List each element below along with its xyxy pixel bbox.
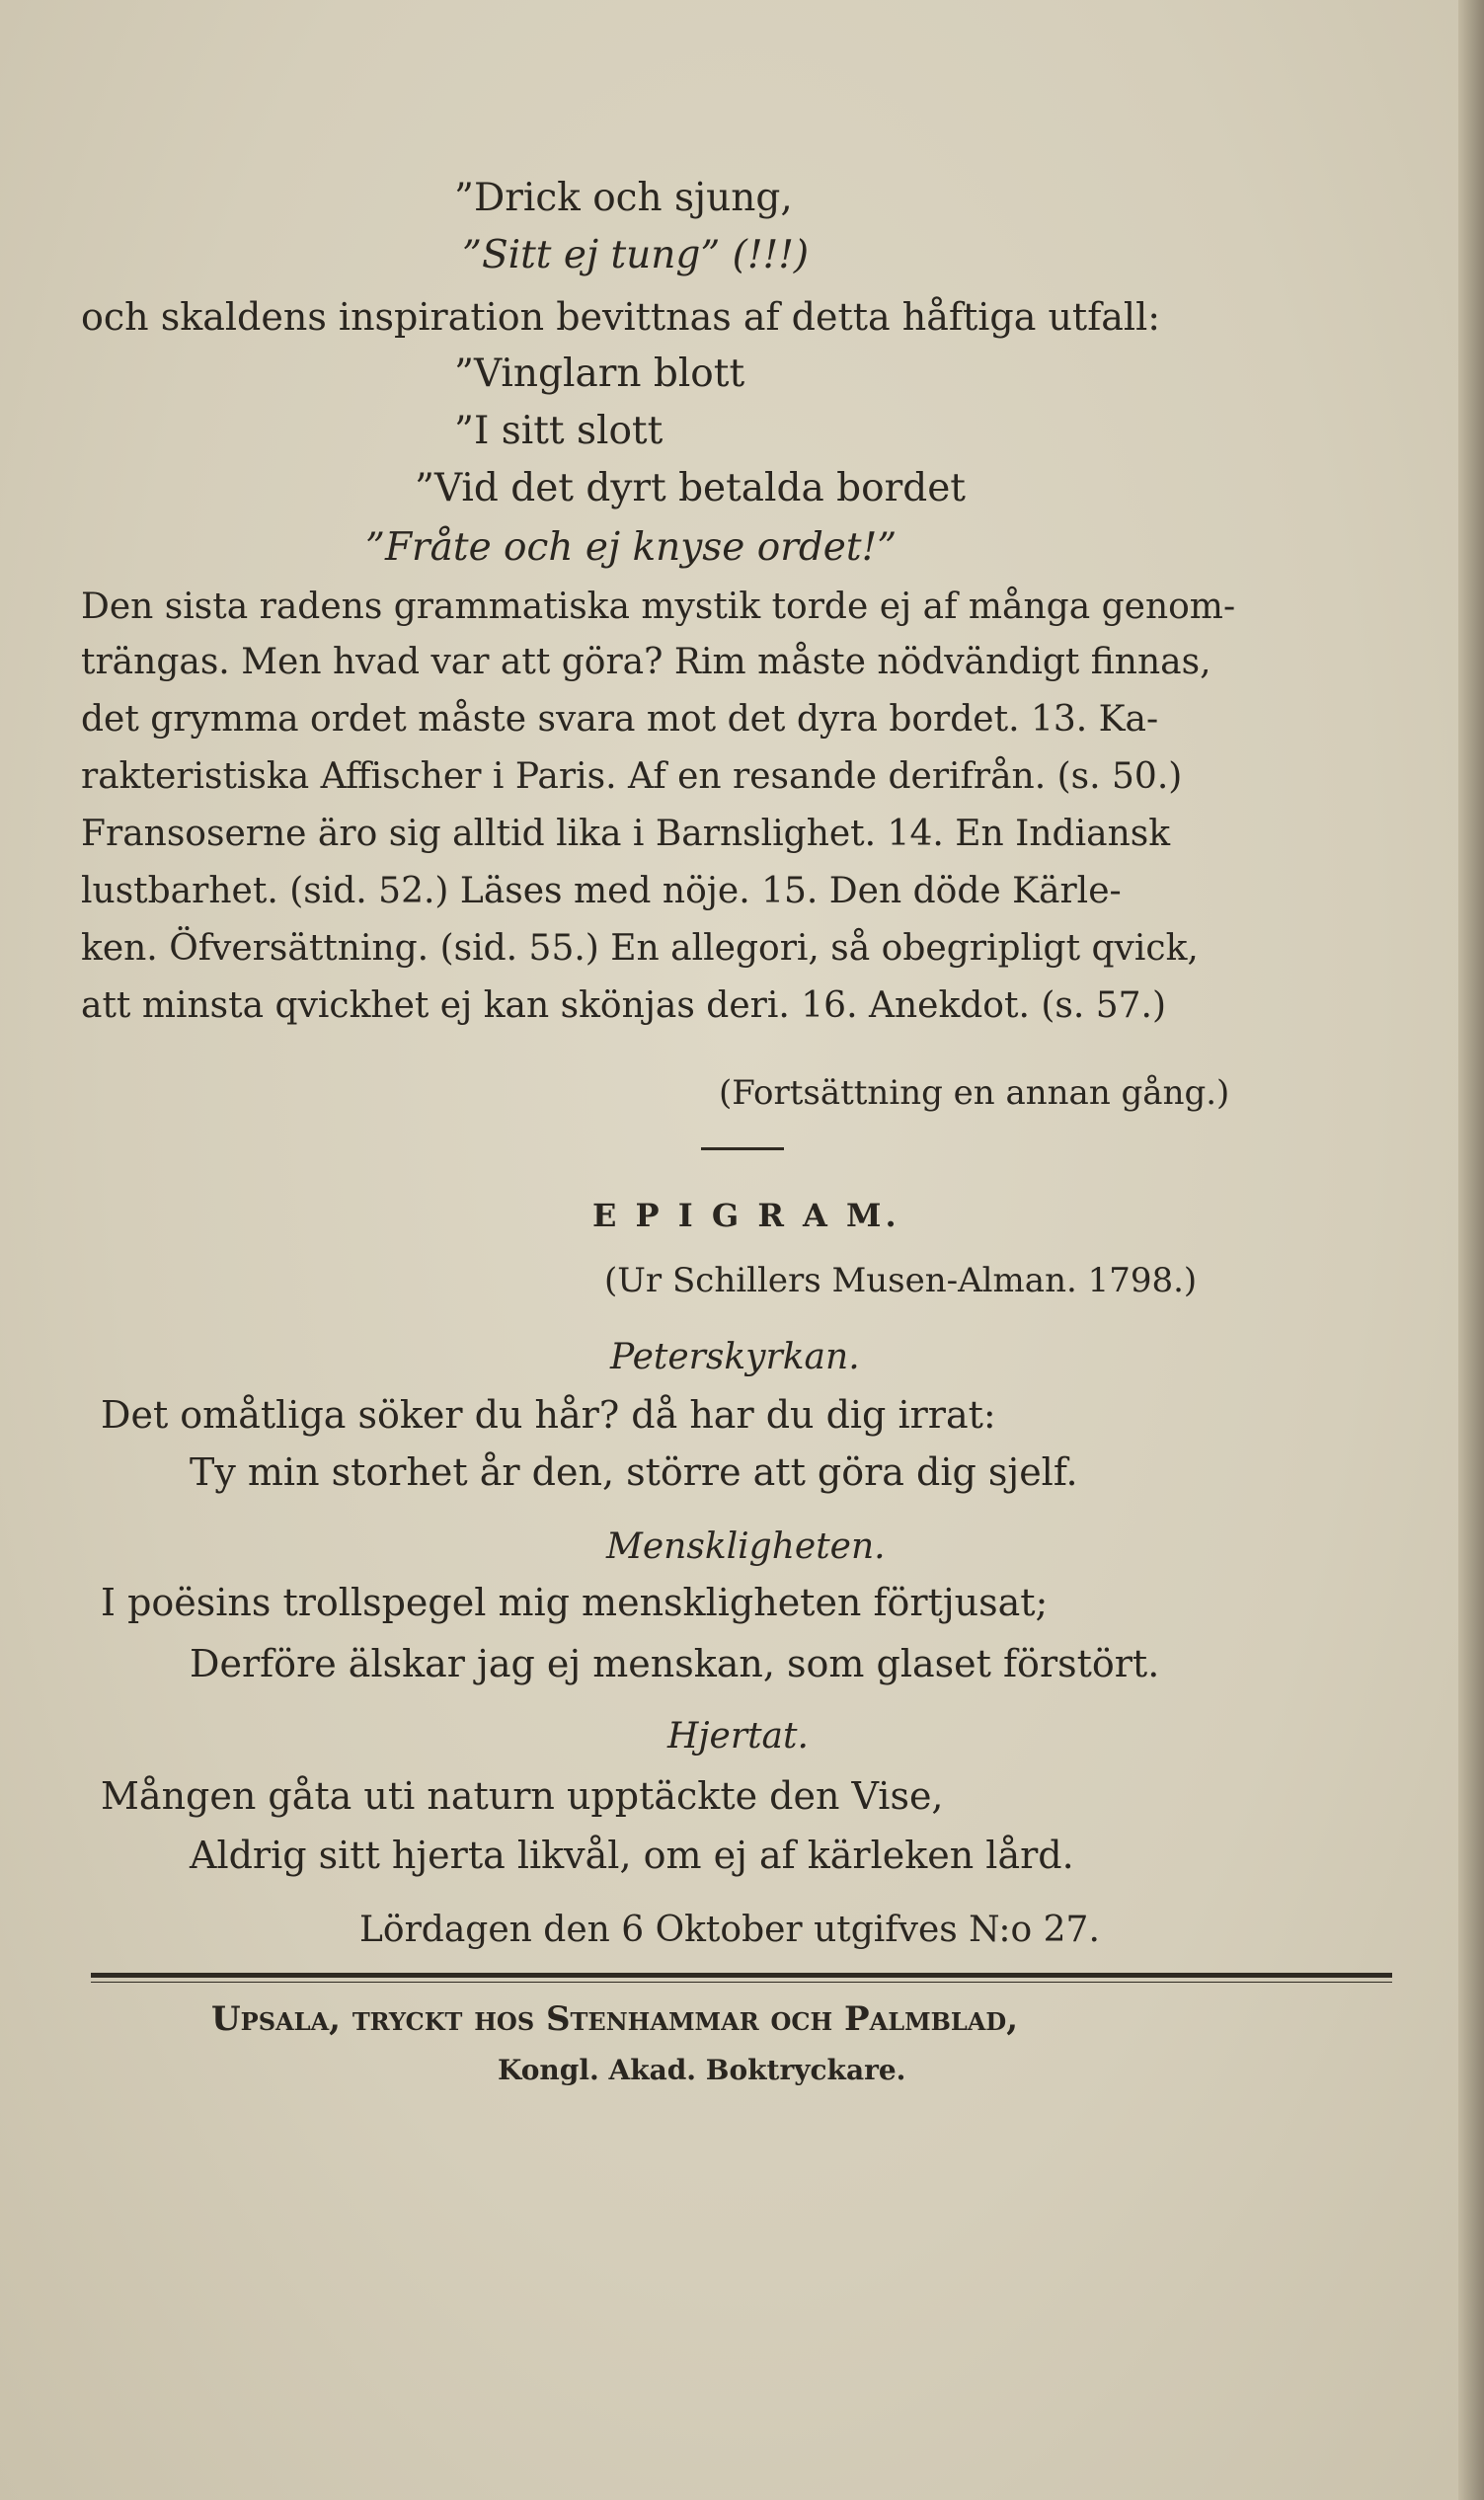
prose-line: och skaldens inspiration bevittnas af detta håftiga utfall:: [81, 295, 1161, 339]
imprint-line: Upsala, tryckt hos Stenhammar och Palmblad,: [211, 1999, 1019, 2039]
prose-line: Den sista radens grammatiska mystik torde ej af många genom-: [81, 586, 1236, 627]
imprint-line: Kongl. Akad. Boktryckare.: [498, 2054, 906, 2086]
footer-rule: [91, 1973, 1392, 1978]
publication-notice: Lördagen den 6 Oktober utgifves N:o 27.: [359, 1910, 1100, 1950]
epigram-line: Aldrig sitt hjerta likvål, om ej af kärleken lård.: [190, 1834, 1074, 1877]
page-edge-shadow: [1458, 0, 1484, 2500]
prose-line: trängas. Men hvad var att göra? Rim måste nödvändigt finnas,: [81, 642, 1211, 682]
poem-line: ”Fråte och ej knyse ordet!”: [365, 525, 898, 570]
poem-line: ”Sitt ej tung” (!!!): [462, 233, 810, 277]
prose-line: Fransoserne äro sig alltid lika i Barnslighet. 14. En Indiansk: [81, 814, 1171, 854]
epigram-line: Ty min storhet år den, större att göra dig sjelf.: [190, 1450, 1078, 1494]
epigram-line: Det omåtliga söker du hår? då har du dig irrat:: [101, 1393, 996, 1437]
poem-line: ”I sitt slott: [454, 409, 664, 453]
prose-line: ken. Öfversättning. (sid. 55.) En allegori, så obegripligt qvick,: [81, 928, 1199, 969]
poem-line: ”Vinglarn blott: [454, 352, 745, 396]
epigram-source: (Ur Schillers Musen-Alman. 1798.): [604, 1261, 1198, 1300]
prose-line: att minsta qvickhet ej kan skönjas deri. 16. Anekdot. (s. 57.): [81, 985, 1167, 1026]
prose-line: lustbarhet. (sid. 52.) Läses med nöje. 15. Den döde Kärle-: [81, 871, 1122, 911]
prose-line: rakteristiska Affischer i Paris. Af en resande derifrån. (s. 50.): [81, 756, 1183, 797]
continuation-note: (Fortsättning en annan gång.): [719, 1073, 1230, 1113]
poem-line: ”Vid det dyrt betalda bordet: [415, 466, 966, 510]
epigram-title: Hjertat.: [667, 1716, 809, 1757]
epigram-title: Menskligheten.: [606, 1526, 886, 1567]
prose-line: det grymma ordet måste svara mot det dyra bordet. 13. Ka-: [81, 699, 1159, 740]
section-divider: [701, 1147, 784, 1150]
epigram-line: Mången gåta uti naturn upptäckte den Vise,: [101, 1774, 944, 1818]
footer-rule-thin: [91, 1982, 1392, 1983]
epigram-heading: E P I G R A M.: [592, 1197, 900, 1234]
epigram-line: Derföre älskar jag ej menskan, som glaset förstört.: [190, 1642, 1160, 1685]
poem-line: ”Drick och sjung,: [454, 176, 793, 220]
epigram-line: I poësins trollspegel mig menskligheten förtjusat;: [101, 1581, 1049, 1624]
epigram-title: Peterskyrkan.: [610, 1337, 860, 1377]
